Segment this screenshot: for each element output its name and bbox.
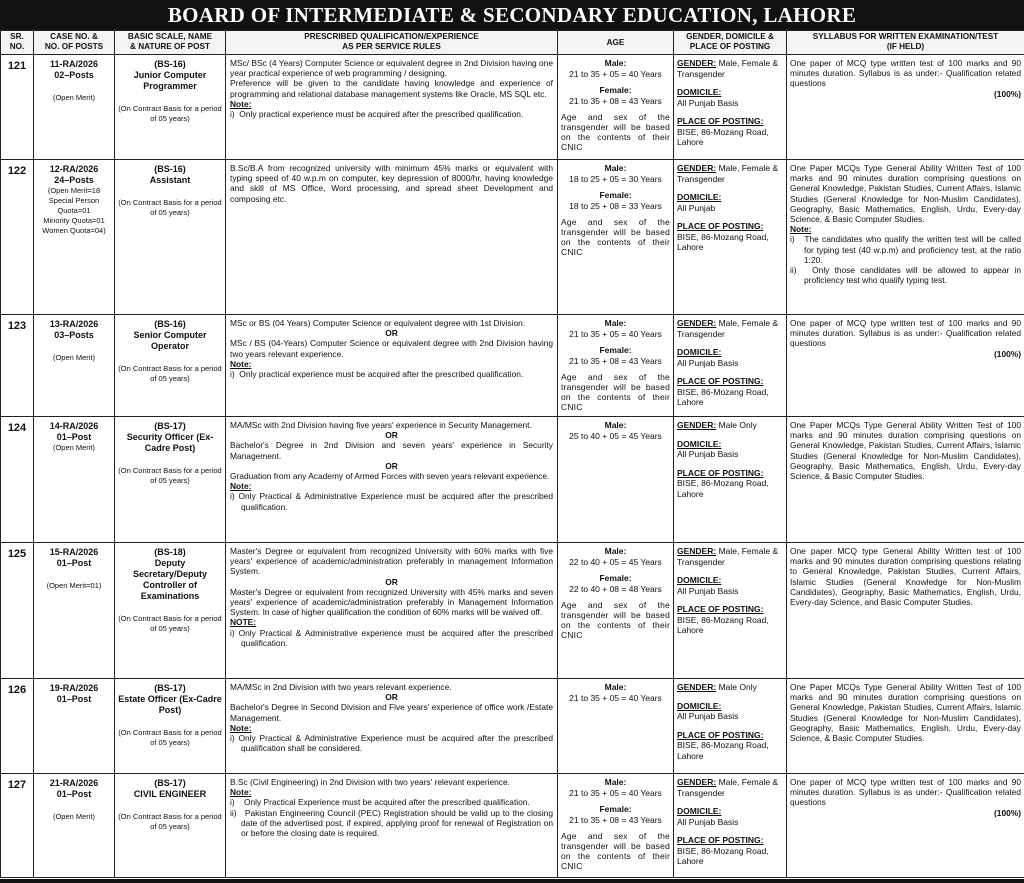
text-rows-5-bs: (BS-17) (154, 683, 186, 693)
text-rows-0-qual-paras-0: MSc/ BSc (4 Years) Computer Science or equivalent degree in 2nd Division having one year practical experience of web programming / designing. (230, 58, 553, 79)
syllabus-cell (787, 417, 1024, 543)
case-cell (34, 679, 115, 774)
text-rows-3-case-no: 14-RA/2026 (49, 421, 99, 431)
text-rows-4-male: 22 to 40 + 05 = 45 Years (569, 556, 662, 567)
text-columns-gender-1: PLACE OF POSTING (689, 41, 771, 51)
text-common-male-lbl: Male: (604, 682, 627, 692)
text-common-male-lbl: Male: (604, 58, 627, 68)
text-rows-4-qual-b: Master's Degree or equivalent from recognized University with 45% marks and seven years' experience of academic/administration preferably in Management Information System. In case of higher qualification the condition of 60% marks will be waived off. (230, 586, 553, 618)
gender-cell (674, 679, 787, 774)
text-rows-5-qual-b: Bachelor's Degree in Second Division and Five years' experience of office work /Estate Management. (230, 702, 553, 723)
text-rows-1-domicile: All Punjab (677, 202, 716, 213)
text-common-syl-short: One paper of MCQ type written test of 100 marks and 90 minutes duration. Syllabus is as under:- Qualification related questions (790, 777, 1021, 808)
text-columns-qual-0: PRESCRIBED QUALIFICATION/EXPERIENCE (304, 32, 479, 41)
text-rows-2-title: Senior Computer Operator (133, 330, 207, 351)
post-cell (115, 417, 226, 543)
page-title: BOARD OF INTERMEDIATE & SECONDARY EDUCATION, LAHORE (167, 3, 857, 27)
text-common-domicile-val: All Punjab Basis (677, 585, 739, 596)
age-cell (558, 679, 674, 774)
text-common-age-trans: Age and sex of the transgender will be based on the contents of their CNIC (561, 217, 670, 257)
text-rows-3-qual-a: MA/MSc with 2nd Division having five years' experience in Security Management. (230, 420, 532, 430)
text-rows-1-quota-3: Women Quota=04) (42, 226, 106, 235)
qualification-cell (226, 315, 558, 417)
table-header-row (1, 31, 1024, 55)
post-cell (115, 55, 226, 160)
text-common-posting-lbl: PLACE OF POSTING: (677, 116, 764, 126)
text-common-or: OR (385, 576, 398, 587)
text-rows-2-bs: (BS-16) (154, 319, 186, 329)
text-common-gender-male: Male Only (718, 682, 757, 692)
text-common-posting-val: BISE, 86-Mozang Road, Lahore (677, 845, 769, 866)
text-rows-2-qual-b: MSc / BS (04-Years) Computer Science or equivalent degree with 2nd Division having two years relevant experience. (230, 338, 553, 359)
page-header (0, 0, 1024, 30)
basic-scale: (BS-16) (154, 59, 186, 69)
text-rows-1-posts: 24–Posts (54, 175, 94, 185)
text-common-syl-short: One paper of MCQ type written test of 100 marks and 90 minutes duration. Syllabus is as under:- Qualification related questions (790, 318, 1021, 349)
text-rows-6-male: 21 to 35 + 05 = 40 Years (569, 787, 662, 798)
text-rows-4-case-no: 15-RA/2026 (49, 547, 99, 557)
text-rows-6-qual-paras-0: B.Sc (Civil Engineering) in 2nd Division with two years' relevant experience. (230, 777, 510, 787)
text-columns-syllabus-0: SYLLABUS FOR WRITTEN EXAMINATION/TEST (812, 32, 999, 41)
text-common-male-lbl: Male: (604, 318, 627, 328)
case-cell (34, 160, 115, 315)
gender-cell (674, 55, 787, 160)
text-rows-6-notes-0: i) Only Practical Experience must be acquired after the prescribed qualification. (230, 797, 530, 808)
text-common-gender-lbl: GENDER: (677, 163, 717, 173)
text-rows-3-posts: 01–Post (56, 432, 92, 442)
text-common-posting-lbl: PLACE OF POSTING: (677, 221, 764, 231)
text-common-posting-lbl: PLACE OF POSTING: (677, 604, 764, 614)
text-common-posting-val: BISE, 86-Mozang Road, Lahore (677, 740, 769, 761)
syllabus-cell (787, 679, 1024, 774)
case-cell (34, 774, 115, 878)
text-rows-6-quota-0: (Open Merit) (52, 812, 96, 821)
post-cell (115, 679, 226, 774)
text-common-gender-male: Male Only (718, 420, 757, 430)
text-common-contract: (On Contract Basis for a period of 05 years) (118, 466, 222, 485)
text-rows-6-notes-1: ii) Pakistan Engineering Council (PEC) Registration should be valid up to the closing date of the advertised post, if expired, applying proof for renewal of Registration on or before the closing date is required. (230, 807, 553, 839)
text-common-gender-lbl: GENDER: (677, 546, 717, 556)
text-common-or: OR (385, 692, 398, 703)
male-age: 21 to 35 + 05 = 40 Years (569, 68, 662, 79)
text-rows-3-title: Security Officer (Ex-Cadre Post) (126, 432, 214, 453)
text-common-hundred: (100%) (994, 348, 1021, 359)
transgender-note: Age and sex of the transgender will be based on the contents of their CNIC (561, 112, 670, 152)
text-common-contract: (On Contract Basis for a period of 05 years) (118, 364, 222, 383)
text-rows-1-qual-paras-0: B.Sc/B.A from recognized university with minimum 45% marks or equivalent with typing speed of 40 w.p.m on computer, key depression of 8000/hr, having knowledge and skill of MS Office, Word processing, and spread sheet Development and composing etc. (230, 163, 553, 204)
text-columns-case-0: CASE NO. & (50, 32, 98, 41)
sr-no: 123 (1, 315, 34, 417)
text-common-hundred: (100%) (994, 807, 1021, 818)
age-cell (558, 55, 674, 160)
text-common-female-lbl: Female: (599, 85, 632, 95)
age-cell (558, 774, 674, 878)
text-rows-1-syl-main: One Paper MCQs Type General Ability Written Test of 100 marks and 90 minutes duration comprising questions on General Knowledge, Pakistan Studies, Current Affairs, Islamic Studies (General Knowledge for Non-Muslim Candidates), Geography, Basic Mathematics, English, Urdu, Every-day Science, & Basic Computer Studies. (790, 163, 1021, 225)
text-common-domicile-val: All Punjab Basis (677, 711, 739, 721)
text-common-contract: (On Contract Basis for a period of 05 years) (118, 728, 222, 747)
sr-no: 122 (1, 160, 34, 315)
qualification-cell (226, 160, 558, 315)
text-common-gender-all: Male, Female & Transgender (677, 546, 779, 567)
text-common-gender-all: Male, Female & Transgender (677, 58, 779, 79)
col-header-gender (674, 31, 787, 55)
text-common-female-lbl: Female: (599, 804, 632, 814)
text-rows-1-male: 18 to 25 + 05 = 30 Years (569, 173, 662, 184)
text-common-male-lbl: Male: (604, 546, 627, 556)
post-title: Junior Computer Programmer (133, 70, 207, 91)
text-columns-qual-1: AS PER SERVICE RULES (342, 41, 441, 51)
sr-no: 124 (1, 417, 34, 543)
text-rows-1-female: 18 to 25 + 08 = 33 Years (569, 200, 662, 211)
text-common-domicile-lbl: DOMICILE: (677, 806, 722, 816)
text-rows-5-posts: 01–Post (56, 694, 92, 704)
post-cell (115, 160, 226, 315)
text-columns-case-1: NO. OF POSTS (44, 41, 104, 51)
text-common-age-trans: Age and sex of the transgender will be based on the contents of their CNIC (561, 831, 670, 871)
text-columns-syllabus-1: (IF HELD) (886, 41, 925, 51)
text-common-note-lbl: Note: (230, 358, 252, 369)
text-rows-6-title: CIVIL ENGINEER (133, 789, 207, 799)
text-rows-6-female: 21 to 35 + 08 = 43 Years (569, 814, 662, 825)
gender-cell (674, 774, 787, 878)
qualification-cell (226, 543, 558, 679)
gender-cell (674, 417, 787, 543)
text-columns-sr-0: SR. (10, 32, 24, 41)
text-rows-4-qual-a: Master's Degree or equivalent from recognized University with 60% marks with five years' experience of academic/administration preferably in management Information System. (230, 546, 553, 577)
text-rows-1-syl-notes-1: ii) Only those candidates will be allowed to appear in proficiency test who qualify typing test. (790, 265, 1021, 286)
text-rows-2-quota-0: (Open Merit) (52, 353, 96, 362)
age-cell (558, 315, 674, 417)
text-rows-4-notes-0: i) Only Practical & Administrative experience must be acquired after the prescribed qualification. (230, 627, 553, 648)
text-rows-1-bs: (BS-16) (154, 164, 186, 174)
text-common-age-trans: Age and sex of the transgender will be based on the contents of their CNIC (561, 600, 670, 640)
text-rows-5-title: Estate Officer (Ex-Cadre Post) (118, 694, 222, 715)
text-rows-2-qual-a: MSc or BS (04 Years) Computer Science or equivalent degree with 1st Division. (230, 318, 526, 328)
text-common-male-lbl: Male: (604, 777, 627, 787)
text-rows-4-posts: 01–Post (56, 558, 92, 568)
text-rows-3-qual-b: Bachelor's Degree in 2nd Division and seven years' experience in Security Management. (230, 440, 553, 461)
sr-no: 127 (1, 774, 34, 878)
post-cell (115, 774, 226, 878)
text-rows-4-syl-main: One paper MCQ type General Ability Written test of 100 marks and 90 minutes duration comprising questions relating to General Knowledge, Pakistan Studies, Current Affairs, Islamic Studies (General Knowledge for Non-Muslim Candidates), Geography, Basic Mathematics, English, Urdu, Every-day Science, and Basic Computer Studies. (790, 546, 1021, 608)
text-rows-2-male: 21 to 35 + 05 = 40 Years (569, 328, 662, 339)
text-common-posting-val: BISE, 86-Mozang Road, Lahore (677, 231, 769, 252)
text-rows-1-syl-notes-0: i) The candidates who qualify the written test will be called for typing test (40 w.p.m) and proficiency test, at the ratio 1:20. (790, 234, 1021, 265)
job-table (0, 30, 1024, 878)
gender-cell (674, 315, 787, 417)
text-rows-3-bs: (BS-17) (154, 421, 186, 431)
text-rows-1-quota-2: Minority Quota=01 (43, 216, 105, 225)
qualification-cell (226, 55, 558, 160)
text-common-domicile-lbl: DOMICILE: (677, 87, 722, 97)
text-common-posting-val: BISE, 86-Mozang Road, Lahore (677, 386, 769, 407)
text-common-female-lbl: Female: (599, 190, 632, 200)
text-common-posting-val: BISE, 86-Mozang Road, Lahore (677, 614, 769, 635)
text-rows-2-case-no: 13-RA/2026 (49, 319, 99, 329)
syllabus-cell (787, 315, 1024, 417)
text-common-domicile-val: All Punjab Basis (677, 357, 739, 368)
age-cell (558, 160, 674, 315)
col-header-basic (115, 31, 226, 55)
text-common-gender-lbl: GENDER: (677, 420, 717, 430)
post-cell (115, 543, 226, 679)
text-common-posting-lbl: PLACE OF POSTING: (677, 376, 764, 386)
text-rows-0-notes-0: i) Only practical experience must be acquired after the prescribed qualification. (230, 109, 524, 120)
text-common-gender-lbl: GENDER: (677, 318, 717, 328)
text-rows-5-case-no: 19-RA/2026 (49, 683, 99, 693)
text-common-hundred: (100%) (994, 88, 1021, 99)
qualification-cell (226, 417, 558, 543)
text-columns-sr-1: NO. (9, 41, 25, 51)
text-common-or: OR (385, 460, 398, 471)
text-common-domicile-val: All Punjab Basis (677, 449, 739, 459)
text-rows-5-male: 21 to 35 + 05 = 40 Years (569, 692, 662, 703)
text-common-male-lbl: Male: (604, 420, 627, 430)
syllabus-cell (787, 774, 1024, 878)
table-row (1, 160, 1024, 315)
text-common-domicile-lbl: DOMICILE: (677, 575, 722, 585)
text-rows-1-title: Assistant (149, 175, 191, 185)
text-rows-3-qual-c: Graduation from any Academy of Armed Forces with seven years relevant experience. (230, 471, 550, 482)
text-rows-6-posts: 01–Post (56, 789, 92, 799)
text-rows-4-title: Deputy Secretary/Deputy Controller of Examinations (132, 558, 208, 601)
contract-note: (On Contract Basis for a period of 05 years) (118, 104, 222, 123)
text-common-domicile-lbl: DOMICILE: (677, 347, 722, 357)
text-rows-1-case-no: 12-RA/2026 (49, 164, 99, 174)
table-row (1, 543, 1024, 679)
col-header-syllabus (787, 31, 1024, 55)
text-rows-2-posts: 03–Posts (54, 330, 94, 340)
text-common-posting-val: BISE, 86-Mozang Road, Lahore (677, 126, 769, 147)
text-common-contract: (On Contract Basis for a period of 05 years) (118, 812, 222, 831)
text-rows-3-syl-main: One Paper MCQs Type General Ability Written Test of 100 marks and 90 minutes duration comprising questions on General Knowledge, Pakistan Studies, Current Affairs, Islamic Studies (General Knowledge for Non-Muslim Candidates), Geography, Basic Mathematics, English, Urdu, Every-day Science, & Basic Computer Studies. (790, 420, 1021, 482)
text-common-gender-lbl: GENDER: (677, 777, 717, 787)
age-cell (558, 543, 674, 679)
text-rows-3-notes-0: i) Only Practical & Administrative Experience must be acquired after the prescribed qualification. (230, 491, 553, 512)
table-row (1, 55, 1024, 160)
col-header-age (558, 31, 674, 55)
text-common-posting-lbl: PLACE OF POSTING: (677, 729, 764, 740)
text-common-gender-lbl: GENDER: (677, 58, 717, 68)
text-common-note-lbl: Note: (790, 224, 812, 235)
text-rows-6-case-no: 21-RA/2026 (49, 778, 99, 788)
text-rows-2-female: 21 to 35 + 08 = 43 Years (569, 355, 662, 366)
text-common-domicile-val: All Punjab Basis (677, 816, 739, 827)
sr-no: 121 (1, 55, 34, 160)
case-number: 11-RA/2026 (49, 59, 99, 69)
posts-count: 02–Posts (54, 70, 94, 80)
case-cell (34, 543, 115, 679)
text-rows-0-qual-paras-1: Preference will be given to the candidate having knowledge and experience of programming and relational database management systems like Oracle, MS SQL etc. (230, 78, 553, 99)
col-header-qualification (226, 31, 558, 55)
text-rows-3-quota-0: (Open Merit) (52, 443, 96, 452)
text-common-domicile-lbl: DOMICILE: (677, 192, 722, 202)
text-common-note-lbl: Note: (230, 787, 252, 798)
text-common-gender-lbl: GENDER: (677, 682, 717, 692)
table-row (1, 417, 1024, 543)
qualification-cell (226, 679, 558, 774)
post-cell (115, 315, 226, 417)
text-columns-basic-0: BASIC SCALE, NAME (127, 32, 213, 41)
text-common-or: OR (385, 430, 398, 441)
case-cell (34, 55, 115, 160)
text-columns-gender-0: GENDER, DOMICILE & (686, 32, 774, 41)
text-common-contract: (On Contract Basis for a period of 05 years) (118, 198, 222, 217)
table-row (1, 774, 1024, 878)
syllabus-cell (787, 543, 1024, 679)
text-common-or: OR (385, 328, 398, 339)
text-columns-basic-1: & NATURE OF POST (130, 41, 210, 51)
syllabus-cell (787, 55, 1024, 160)
table-row (1, 679, 1024, 774)
text-common-posting-lbl: PLACE OF POSTING: (677, 835, 764, 845)
text-common-domicile-lbl: DOMICILE: (677, 438, 722, 449)
footer-strip (0, 879, 1024, 883)
text-common-note-lbl: Note: (230, 98, 252, 109)
text-common-male-lbl: Male: (604, 163, 627, 173)
quota-line: (Open Merit) (52, 93, 96, 102)
text-rows-2-notes-0: i) Only practical experience must be acquired after the prescribed qualification. (230, 369, 524, 380)
text-rows-3-male: 25 to 40 + 05 = 45 Years (569, 430, 662, 441)
text-rows-5-qual-a: MA/MSc in 2nd Division with two years relevant experience. (230, 682, 452, 692)
text-rows-1-quota-0: (Open Merit=18 (47, 186, 101, 195)
text-common-domicile-val: All Punjab Basis (677, 97, 739, 108)
text-common-gender-all: Male, Female & Transgender (677, 163, 779, 184)
gender-cell (674, 160, 787, 315)
gender-cell (674, 543, 787, 679)
col-header-case (34, 31, 115, 55)
qualification-cell (226, 774, 558, 878)
text-common-female-lbl: Female: (599, 345, 632, 355)
case-cell (34, 417, 115, 543)
text-common-age-trans: Age and sex of the transgender will be based on the contents of their CNIC (561, 372, 670, 412)
col-header-sr (1, 31, 34, 55)
sr-no: 126 (1, 679, 34, 774)
text-rows-5-notes-0: i) Only Practical & Administrative Experience must be acquired after the prescribed qualification shall be considered. (230, 733, 553, 754)
syllabus-cell (787, 160, 1024, 315)
text-rows-4-quota-0: (Open Merit=01) (46, 581, 102, 590)
text-rows-4-female: 22 to 40 + 08 = 48 Years (569, 583, 662, 594)
text-common-female-lbl: Female: (599, 573, 632, 583)
text-common-note-lbl: Note: (230, 722, 252, 733)
text-common-note-lbl-caps: NOTE: (230, 617, 257, 628)
text-columns-age-0: AGE (606, 37, 625, 47)
text-rows-5-syl-main: One Paper MCQs Type General Ability Written Test of 100 marks and 90 minutes duration comprising questions on General Knowledge, Pakistan Studies, Current Affairs, Islamic Studies (General Knowledge for Non-Muslim Candidates), Geography, Basic Mathematics, English, Urdu, Every-day Science, & Basic Computer Studies. (790, 682, 1021, 744)
text-common-domicile-lbl: DOMICILE: (677, 700, 722, 711)
text-rows-6-bs: (BS-17) (154, 778, 186, 788)
sr-no: 125 (1, 543, 34, 679)
text-common-syl-short: One paper of MCQ type written test of 100 marks and 90 minutes duration. Syllabus is as under:- Qualification related questions (790, 58, 1021, 89)
table-row (1, 315, 1024, 417)
female-age: 21 to 35 + 08 = 43 Years (569, 95, 662, 106)
text-common-note-lbl: Note: (230, 481, 252, 492)
text-common-contract: (On Contract Basis for a period of 05 years) (118, 614, 222, 633)
text-common-posting-val: BISE, 86-Mozang Road, Lahore (677, 478, 769, 499)
text-common-gender-all: Male, Female & Transgender (677, 318, 779, 339)
text-common-posting-lbl: PLACE OF POSTING: (677, 467, 764, 478)
text-common-gender-all: Male, Female & Transgender (677, 777, 779, 798)
text-rows-1-quota-1: Special Person Quota=01 (48, 196, 100, 215)
case-cell (34, 315, 115, 417)
age-cell (558, 417, 674, 543)
text-rows-4-bs: (BS-18) (154, 547, 186, 557)
